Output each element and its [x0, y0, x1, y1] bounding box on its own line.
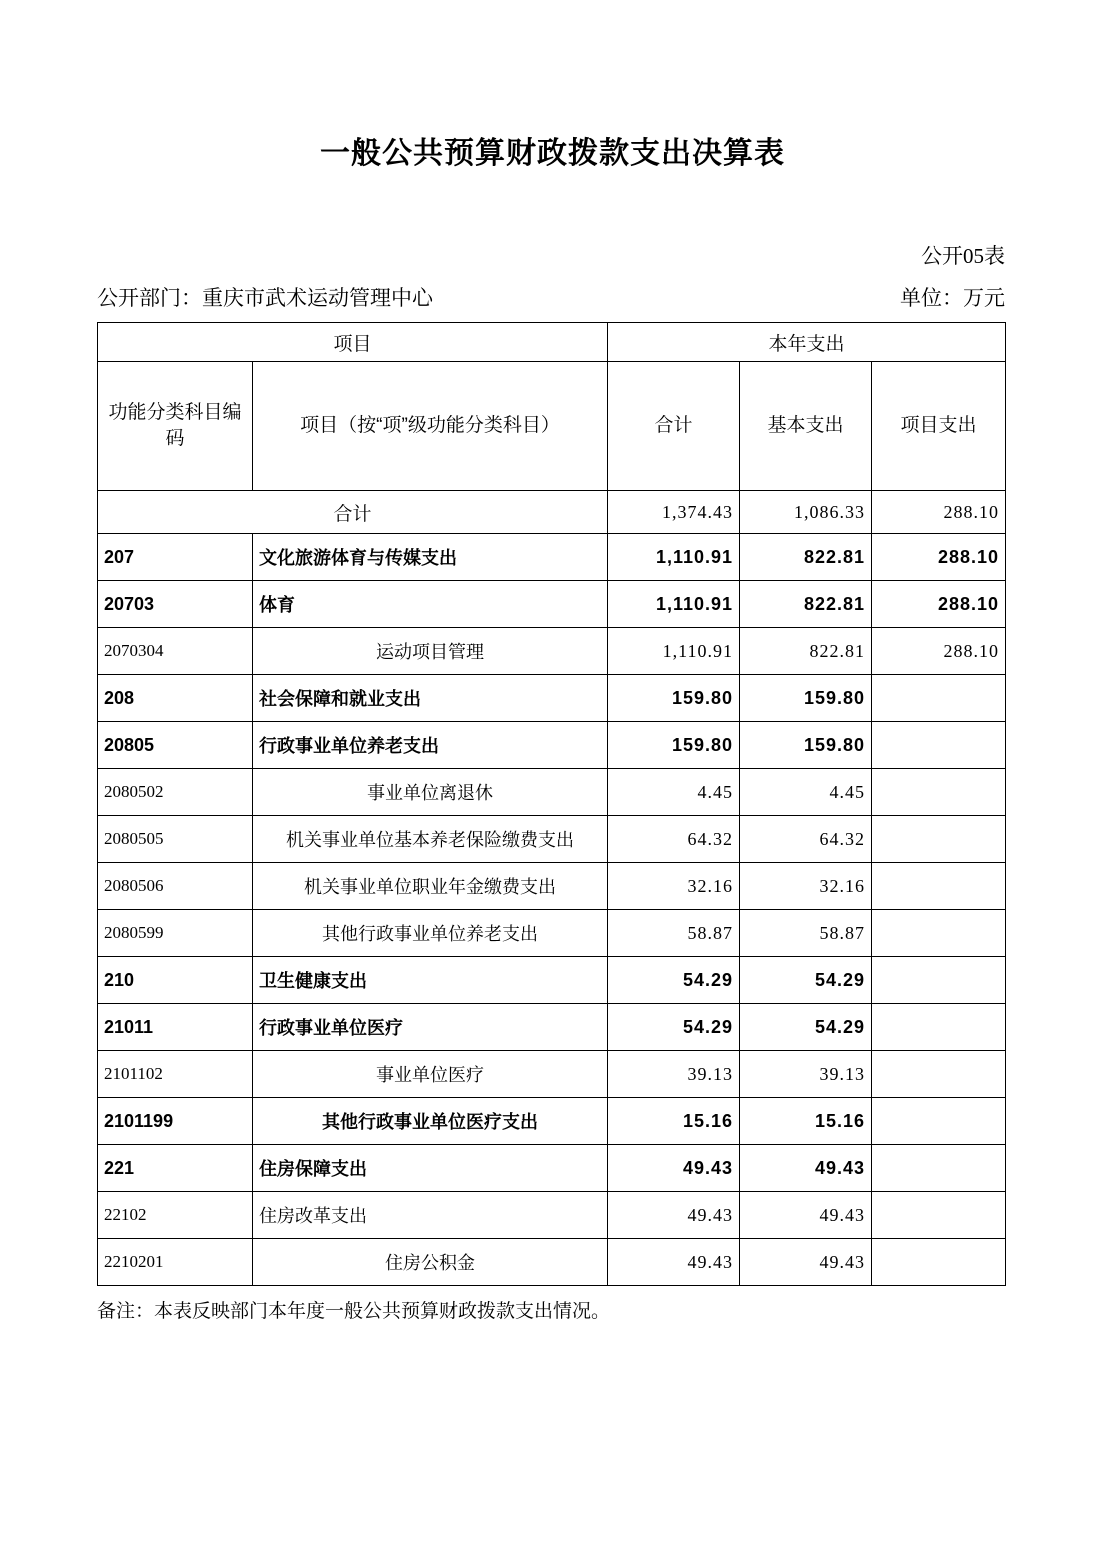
- row-amount-project: [872, 1051, 1006, 1098]
- header-col-name: 项目（按“项”级功能分类科目）: [253, 362, 608, 491]
- row-name: 文化旅游体育与传媒支出: [253, 534, 608, 581]
- total-amount-project: 288.10: [872, 491, 1006, 534]
- header-group-item: 项目: [98, 323, 608, 362]
- row-name: 体育: [253, 581, 608, 628]
- row-amount-basic: 822.81: [740, 628, 872, 675]
- row-amount-total: 32.16: [608, 863, 740, 910]
- table-row-total: [98, 491, 1006, 534]
- row-code: 22102: [98, 1192, 253, 1239]
- row-name: 机关事业单位职业年金缴费支出: [253, 863, 608, 910]
- form-number: 公开05表: [921, 244, 1005, 268]
- header-group-expense: 本年支出: [608, 323, 1006, 362]
- row-amount-project: [872, 816, 1006, 863]
- row-amount-total: 64.32: [608, 816, 740, 863]
- row-code: 210: [98, 957, 253, 1004]
- row-amount-total: 49.43: [608, 1145, 740, 1192]
- row-amount-total: 15.16: [608, 1098, 740, 1145]
- row-amount-basic: 49.43: [740, 1145, 872, 1192]
- table-row: [98, 1145, 1006, 1192]
- row-name: 住房保障支出: [253, 1145, 608, 1192]
- table-row: [98, 863, 1006, 910]
- row-amount-basic: 822.81: [740, 581, 872, 628]
- row-name: 事业单位离退休: [253, 769, 608, 816]
- row-amount-basic: 54.29: [740, 1004, 872, 1051]
- row-code: 2080599: [98, 910, 253, 957]
- unit-label: 单位：万元: [900, 286, 1005, 310]
- page-title: 一般公共预算财政拨款支出决算表: [320, 137, 785, 170]
- table-row: [98, 1192, 1006, 1239]
- header-col-project: 项目支出: [872, 362, 1006, 491]
- row-amount-total: 1,110.91: [608, 534, 740, 581]
- table-head: [98, 323, 1006, 491]
- row-code: 207: [98, 534, 253, 581]
- row-code: 2080502: [98, 769, 253, 816]
- row-amount-project: [872, 957, 1006, 1004]
- table-body: [98, 491, 1006, 1286]
- row-code: 20805: [98, 722, 253, 769]
- row-amount-total: 39.13: [608, 1051, 740, 1098]
- header-col-basic: 基本支出: [740, 362, 872, 491]
- total-amount-total: 1,374.43: [608, 491, 740, 534]
- row-amount-basic: 49.43: [740, 1192, 872, 1239]
- row-amount-project: [872, 1098, 1006, 1145]
- row-name: 机关事业单位基本养老保险缴费支出: [253, 816, 608, 863]
- row-name: 卫生健康支出: [253, 957, 608, 1004]
- row-amount-basic: 58.87: [740, 910, 872, 957]
- row-amount-basic: 159.80: [740, 722, 872, 769]
- row-name: 行政事业单位养老支出: [253, 722, 608, 769]
- row-code: 20703: [98, 581, 253, 628]
- header-group-row: [98, 323, 1006, 362]
- table-row: [98, 1004, 1006, 1051]
- table-row: [98, 769, 1006, 816]
- table-row: [98, 1051, 1006, 1098]
- table-row: [98, 816, 1006, 863]
- row-name: 行政事业单位医疗: [253, 1004, 608, 1051]
- row-amount-project: [872, 863, 1006, 910]
- row-amount-total: 1,110.91: [608, 581, 740, 628]
- row-code: 2080505: [98, 816, 253, 863]
- document-page: [0, 128, 1105, 1557]
- header-columns-row: [98, 362, 1006, 491]
- department-label: 公开部门：重庆市武术运动管理中心: [97, 286, 433, 310]
- row-amount-project: [872, 769, 1006, 816]
- row-amount-project: [872, 722, 1006, 769]
- table-row: [98, 675, 1006, 722]
- table-row: [98, 722, 1006, 769]
- budget-table: [97, 322, 1006, 1286]
- row-code: 2070304: [98, 628, 253, 675]
- row-amount-project: 288.10: [872, 628, 1006, 675]
- row-amount-project: [872, 910, 1006, 957]
- row-name: 住房改革支出: [253, 1192, 608, 1239]
- row-name: 住房公积金: [253, 1239, 608, 1286]
- row-amount-basic: 15.16: [740, 1098, 872, 1145]
- table-row: [98, 1098, 1006, 1145]
- table-row: [98, 1239, 1006, 1286]
- row-amount-basic: 49.43: [740, 1239, 872, 1286]
- row-amount-total: 54.29: [608, 957, 740, 1004]
- row-code: 221: [98, 1145, 253, 1192]
- row-amount-total: 49.43: [608, 1239, 740, 1286]
- total-label: 合计: [98, 491, 608, 534]
- row-amount-total: 58.87: [608, 910, 740, 957]
- row-amount-project: [872, 1145, 1006, 1192]
- row-name: 其他行政事业单位养老支出: [253, 910, 608, 957]
- total-amount-basic: 1,086.33: [740, 491, 872, 534]
- row-amount-basic: 159.80: [740, 675, 872, 722]
- table-row: [98, 581, 1006, 628]
- row-amount-total: 49.43: [608, 1192, 740, 1239]
- table-row: [98, 957, 1006, 1004]
- row-amount-project: 288.10: [872, 581, 1006, 628]
- row-amount-total: 4.45: [608, 769, 740, 816]
- row-amount-total: 159.80: [608, 675, 740, 722]
- row-code: 2101102: [98, 1051, 253, 1098]
- table-row: [98, 910, 1006, 957]
- row-amount-project: [872, 675, 1006, 722]
- row-amount-basic: 822.81: [740, 534, 872, 581]
- meta-row: [0, 282, 1105, 312]
- row-amount-total: 159.80: [608, 722, 740, 769]
- row-code: 21011: [98, 1004, 253, 1051]
- row-code: 2080506: [98, 863, 253, 910]
- header-col-code: 功能分类科目编码: [98, 362, 253, 491]
- table-note: 备注：本表反映部门本年度一般公共预算财政拨款支出情况。: [97, 1301, 611, 1322]
- row-amount-project: [872, 1004, 1006, 1051]
- row-amount-total: 1,110.91: [608, 628, 740, 675]
- row-name: 事业单位医疗: [253, 1051, 608, 1098]
- row-amount-basic: 39.13: [740, 1051, 872, 1098]
- row-amount-basic: 32.16: [740, 863, 872, 910]
- row-code: 2210201: [98, 1239, 253, 1286]
- row-code: 208: [98, 675, 253, 722]
- row-amount-project: 288.10: [872, 534, 1006, 581]
- row-name: 其他行政事业单位医疗支出: [253, 1098, 608, 1145]
- row-amount-basic: 4.45: [740, 769, 872, 816]
- row-name: 运动项目管理: [253, 628, 608, 675]
- row-name: 社会保障和就业支出: [253, 675, 608, 722]
- row-amount-project: [872, 1192, 1006, 1239]
- row-code: 2101199: [98, 1098, 253, 1145]
- row-amount-total: 54.29: [608, 1004, 740, 1051]
- row-amount-basic: 64.32: [740, 816, 872, 863]
- row-amount-project: [872, 1239, 1006, 1286]
- header-col-total: 合计: [608, 362, 740, 491]
- table-row: [98, 628, 1006, 675]
- table-row: [98, 534, 1006, 581]
- row-amount-basic: 54.29: [740, 957, 872, 1004]
